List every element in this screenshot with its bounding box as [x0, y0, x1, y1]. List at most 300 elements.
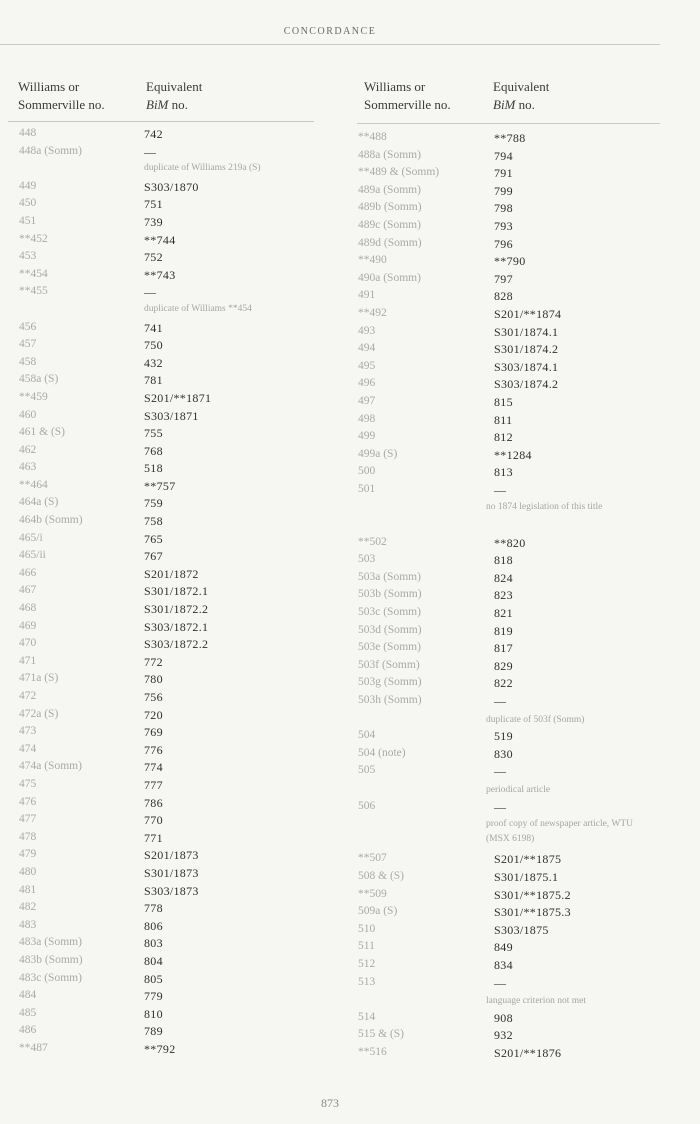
concordance-row	[19, 180, 319, 198]
bim-number: 799	[494, 183, 513, 198]
bim-number: 774	[144, 760, 163, 775]
bim-number: S301/1874.2	[494, 342, 559, 357]
concordance-row	[19, 778, 319, 796]
williams-number: 467	[19, 584, 37, 597]
bim-number: 819	[494, 623, 513, 638]
bim-number: S303/1870	[144, 179, 199, 194]
bim-number: S301/1875.1	[494, 869, 559, 884]
williams-number: 497	[358, 394, 376, 407]
concordance-row	[19, 1007, 319, 1025]
concordance-row	[19, 1042, 319, 1060]
concordance-row	[19, 796, 319, 814]
williams-number: 499	[358, 430, 376, 443]
williams-number: 509a (S)	[358, 905, 398, 918]
concordance-row	[358, 237, 668, 255]
williams-number: 489a (Somm)	[358, 183, 421, 196]
bim-number: 739	[144, 214, 163, 229]
concordance-row	[358, 1028, 668, 1046]
williams-number: 462	[19, 443, 37, 456]
williams-number: 494	[358, 342, 376, 355]
concordance-row	[19, 215, 319, 233]
concordance-row	[19, 760, 319, 778]
williams-number: 499a (S)	[358, 447, 398, 460]
concordance-row	[358, 395, 668, 413]
bim-number: 806	[144, 918, 163, 933]
williams-number: 463	[19, 461, 37, 474]
concordance-row	[19, 461, 319, 479]
concordance-row	[358, 131, 668, 149]
williams-number: 490a (Somm)	[358, 271, 421, 284]
left-williams-header-line1: Williams or	[18, 79, 80, 94]
bim-number: 821	[494, 606, 513, 621]
williams-number: 461 & (S)	[19, 426, 65, 439]
concordance-note: proof copy of newspaper article, WTU (MSX 6198)	[486, 819, 634, 845]
concordance-note: no 1874 legislation of this title	[486, 502, 603, 513]
williams-number: **507	[358, 852, 387, 865]
left-equivalent-header-no: no.	[168, 97, 188, 112]
concordance-row	[358, 571, 668, 589]
bim-number: 720	[144, 707, 163, 722]
bim-number: S303/1874.1	[494, 359, 559, 374]
williams-number: 503e (Somm)	[358, 641, 421, 654]
bim-number: **790	[494, 254, 526, 269]
left-equivalent-header-line1: Equivalent	[146, 79, 203, 94]
right-equivalent-header-line1: Equivalent	[493, 79, 550, 94]
williams-number: 468	[19, 602, 37, 615]
bim-number: 789	[144, 1024, 163, 1039]
concordance-row	[358, 888, 668, 906]
concordance-row	[358, 588, 668, 606]
concordance-row	[358, 377, 668, 395]
bim-number: 932	[494, 1028, 513, 1043]
williams-number: **464	[19, 478, 48, 491]
williams-number: 451	[19, 214, 37, 227]
concordance-row	[19, 356, 319, 374]
bim-number: 822	[494, 676, 513, 691]
bim-number: —	[494, 799, 507, 814]
williams-number: 512	[358, 957, 376, 970]
right-equivalent-header	[493, 78, 549, 114]
concordance-row	[358, 536, 668, 554]
bim-number: **820	[494, 535, 526, 550]
bim-number: S201/1872	[144, 566, 199, 581]
concordance-row	[358, 606, 668, 624]
williams-number: 501	[358, 482, 376, 495]
concordance-row	[19, 936, 319, 954]
concordance-row	[358, 764, 668, 782]
bim-number: 824	[494, 570, 513, 585]
note-row	[358, 712, 668, 730]
williams-number: 489c (Somm)	[358, 218, 421, 231]
concordance-row	[19, 954, 319, 972]
williams-number: 475	[19, 777, 37, 790]
bim-number: **743	[144, 267, 176, 282]
williams-number: **487	[19, 1041, 48, 1054]
bim-number: 759	[144, 496, 163, 511]
bim-number: 756	[144, 690, 163, 704]
concordance-row	[19, 145, 319, 163]
page-number: 873	[321, 1096, 339, 1110]
williams-number: 483b (Somm)	[19, 953, 83, 966]
bim-number: 818	[494, 553, 513, 568]
concordance-row	[19, 919, 319, 937]
concordance-row	[358, 149, 668, 167]
concordance-row	[19, 725, 319, 743]
concordance-row	[19, 233, 319, 251]
concordance-row	[19, 373, 319, 391]
concordance-row	[19, 620, 319, 638]
concordance-row	[19, 690, 319, 708]
bim-number: 797	[494, 271, 513, 286]
running-head: CONCORDANCE	[283, 26, 377, 37]
bim-number: 781	[144, 373, 163, 388]
concordance-row	[358, 413, 668, 431]
bim-number: 803	[144, 936, 163, 951]
williams-number: 504 (note)	[358, 746, 406, 759]
williams-number: 510	[358, 922, 376, 935]
williams-number: 480	[19, 865, 37, 878]
williams-number: 481	[19, 883, 37, 896]
williams-number: 508 & (S)	[358, 869, 404, 882]
concordance-row	[19, 1024, 319, 1042]
williams-number: 472	[19, 690, 37, 702]
williams-number: 484	[19, 989, 37, 1002]
note-row	[358, 817, 668, 852]
concordance-row	[358, 940, 668, 958]
williams-number: 498	[358, 412, 376, 425]
concordance-row	[358, 624, 668, 642]
concordance-row	[19, 321, 319, 339]
bim-number: —	[494, 482, 507, 497]
williams-number: 489b (Somm)	[358, 201, 422, 214]
bim-number: 811	[494, 412, 513, 427]
bim-number: 812	[494, 430, 513, 445]
concordance-note: duplicate of 503f (Somm)	[486, 714, 585, 725]
left-williams-header	[18, 78, 105, 114]
williams-number: **516	[358, 1045, 387, 1058]
note-row	[358, 500, 668, 535]
bim-number: 815	[494, 394, 513, 409]
concordance-row	[19, 813, 319, 831]
bim-number: 849	[494, 940, 513, 955]
williams-number: 448	[19, 127, 37, 139]
note-row	[358, 993, 668, 1011]
concordance-row	[19, 338, 319, 356]
concordance-row	[19, 637, 319, 655]
bim-number: —	[144, 285, 157, 300]
bim-number: 751	[144, 197, 163, 212]
bim-number: 768	[144, 443, 163, 458]
williams-number: 474	[19, 742, 37, 755]
concordance-row	[358, 307, 668, 325]
concordance-row	[358, 905, 668, 923]
williams-number: 488a (Somm)	[358, 148, 421, 161]
bim-number: S301/1873	[144, 865, 199, 880]
williams-number: **452	[19, 232, 48, 245]
williams-number: 477	[19, 813, 37, 826]
williams-number: 476	[19, 795, 37, 808]
bim-number: 518	[144, 461, 163, 476]
williams-number: 503h (Somm)	[358, 694, 422, 706]
concordance-note: language criterion not met	[486, 996, 586, 1007]
concordance-row	[358, 923, 668, 941]
bim-number: S301/1872.2	[144, 602, 209, 617]
williams-number: 505	[358, 764, 376, 777]
williams-number: 483c (Somm)	[19, 971, 82, 984]
bim-number: 770	[144, 813, 163, 828]
left-concordance-column	[19, 127, 319, 1059]
concordance-row	[19, 197, 319, 215]
williams-number: 465/ii	[19, 549, 46, 562]
bim-number: 742	[144, 127, 163, 141]
concordance-row	[19, 444, 319, 462]
bim-number: 765	[144, 531, 163, 546]
williams-number: 479	[19, 848, 37, 861]
concordance-row	[358, 325, 668, 343]
bim-number: 829	[494, 658, 513, 673]
williams-number: **459	[19, 390, 48, 403]
williams-number: 513	[358, 975, 376, 988]
bim-number: 778	[144, 901, 163, 916]
concordance-row	[19, 743, 319, 761]
bim-number: **1284	[494, 447, 532, 462]
right-williams-header-line1: Williams or	[364, 79, 426, 94]
williams-number: 470	[19, 637, 37, 650]
concordance-row	[358, 659, 668, 677]
bim-number: 752	[144, 250, 163, 265]
concordance-note: duplicate of Williams 219a (S)	[144, 163, 261, 174]
concordance-row	[19, 672, 319, 690]
bim-number: 777	[144, 777, 163, 792]
bim-number: **792	[144, 1041, 176, 1056]
bim-number: S201/**1871	[144, 390, 212, 405]
williams-number: 486	[19, 1024, 37, 1037]
williams-number: 465/i	[19, 531, 43, 544]
concordance-row	[358, 553, 668, 571]
williams-number: 503d (Somm)	[358, 623, 422, 636]
right-concordance-column	[358, 131, 668, 1063]
bim-number: 772	[144, 654, 163, 669]
concordance-row	[19, 884, 319, 902]
williams-number: 471	[19, 654, 37, 667]
bim-number: 519	[494, 729, 513, 744]
williams-number: **455	[19, 285, 48, 298]
williams-number: 496	[358, 377, 376, 390]
concordance-row	[358, 430, 668, 448]
bim-number: 791	[494, 166, 513, 181]
concordance-row	[358, 976, 668, 994]
williams-number: 473	[19, 725, 37, 738]
concordance-row	[19, 831, 319, 849]
bim-number: 813	[494, 465, 513, 480]
williams-number: **489 & (Somm)	[358, 166, 440, 179]
concordance-row	[358, 729, 668, 747]
williams-number: 504	[358, 729, 376, 742]
williams-number: 503b (Somm)	[358, 588, 422, 601]
williams-number: 450	[19, 197, 37, 210]
concordance-row	[358, 694, 668, 712]
bim-number: 798	[494, 201, 513, 216]
note-row	[19, 303, 319, 321]
concordance-row	[358, 641, 668, 659]
concordance-row	[19, 972, 319, 990]
bim-number: S201/**1874	[494, 306, 562, 321]
williams-number: 458	[19, 355, 37, 368]
concordance-row	[358, 958, 668, 976]
williams-number: 503c (Somm)	[358, 606, 421, 619]
concordance-row	[19, 655, 319, 673]
bim-number: 767	[144, 549, 163, 564]
williams-number: **509	[358, 887, 387, 900]
bim-number: 828	[494, 289, 513, 304]
williams-number: 515 & (S)	[358, 1028, 404, 1041]
concordance-row	[358, 1011, 668, 1029]
concordance-row	[19, 602, 319, 620]
williams-number: **454	[19, 267, 48, 280]
bim-number: 804	[144, 953, 163, 968]
bim-number: **788	[494, 131, 526, 145]
concordance-row	[19, 866, 319, 884]
concordance-note: periodical article	[486, 784, 551, 795]
williams-number: **488	[358, 131, 387, 143]
bim-number: 908	[494, 1010, 513, 1025]
bim-number: 432	[144, 355, 163, 370]
concordance-row	[358, 219, 668, 237]
williams-number: 478	[19, 830, 37, 843]
williams-number: 460	[19, 408, 37, 421]
concordance-note: duplicate of Williams **454	[144, 303, 252, 314]
concordance-row	[19, 848, 319, 866]
bim-number: 805	[144, 971, 163, 986]
bim-number: —	[494, 694, 507, 708]
bim-number: 758	[144, 514, 163, 529]
williams-number: 491	[358, 289, 376, 302]
bim-number: 810	[144, 1006, 163, 1021]
concordance-row	[19, 426, 319, 444]
williams-number: **490	[358, 254, 387, 267]
concordance-row	[19, 989, 319, 1007]
williams-number: 493	[358, 324, 376, 337]
bim-number: S303/1873	[144, 883, 199, 898]
bim-number: S303/1875	[494, 922, 549, 937]
williams-number: 453	[19, 250, 37, 263]
williams-number: 483	[19, 918, 37, 931]
bim-number: —	[494, 764, 507, 779]
williams-number: 474a (Somm)	[19, 760, 82, 773]
concordance-row	[358, 747, 668, 765]
williams-number: 448a (Somm)	[19, 144, 82, 157]
bim-number: 779	[144, 989, 163, 1004]
concordance-row	[19, 285, 319, 303]
williams-number: 503	[358, 553, 376, 566]
right-equivalent-header-bim: BiM	[493, 97, 516, 112]
williams-number: 458a (S)	[19, 373, 59, 386]
left-equivalent-header-bim: BiM	[146, 97, 169, 112]
concordance-row	[19, 391, 319, 409]
bim-number: 771	[144, 830, 163, 845]
williams-number: 464a (S)	[19, 496, 59, 509]
williams-number: 506	[358, 799, 376, 812]
bim-number: **744	[144, 232, 176, 247]
concordance-row	[358, 272, 668, 290]
bim-number: S301/**1875.2	[494, 887, 571, 902]
bim-number: —	[494, 975, 507, 990]
bim-number: 769	[144, 725, 163, 740]
concordance-row	[19, 514, 319, 532]
top-rule	[0, 44, 660, 45]
williams-number: 457	[19, 338, 37, 351]
left-equivalent-header	[146, 78, 202, 114]
williams-number: 514	[358, 1010, 376, 1023]
bim-number: 830	[494, 746, 513, 761]
concordance-row	[358, 1046, 668, 1064]
left-williams-header-line2: Sommerville no.	[18, 97, 105, 112]
williams-number: 466	[19, 566, 37, 579]
williams-number: 500	[358, 465, 376, 478]
bim-number: 793	[494, 218, 513, 233]
bim-number: S303/1874.2	[494, 377, 559, 392]
williams-number: 503a (Somm)	[358, 570, 421, 583]
concordance-row	[19, 479, 319, 497]
williams-number: 503g (Somm)	[358, 676, 422, 689]
concordance-row	[358, 201, 668, 219]
williams-number: 483a (Somm)	[19, 936, 82, 949]
concordance-row	[358, 870, 668, 888]
williams-number: **502	[358, 535, 387, 548]
bim-number: 796	[494, 236, 513, 251]
bim-number: S301/1874.1	[494, 324, 559, 339]
right-header-rule	[357, 123, 660, 124]
concordance-row	[19, 532, 319, 550]
concordance-row	[19, 584, 319, 602]
bim-number: —	[144, 144, 157, 159]
bim-number: S301/1872.1	[144, 584, 209, 599]
williams-number: **492	[358, 306, 387, 319]
concordance-row	[358, 852, 668, 870]
concordance-row	[19, 549, 319, 567]
right-williams-header	[364, 78, 451, 114]
right-williams-header-line2: Sommerville no.	[364, 97, 451, 112]
bim-number: 755	[144, 426, 163, 441]
concordance-row	[19, 127, 319, 145]
williams-number: 449	[19, 179, 37, 192]
concordance-row	[19, 268, 319, 286]
bim-number: S201/**1876	[494, 1045, 562, 1060]
right-equivalent-header-no: no.	[515, 97, 535, 112]
williams-number: 495	[358, 359, 376, 372]
concordance-row	[358, 448, 668, 466]
bim-number: S303/1871	[144, 408, 199, 423]
bim-number: S201/1873	[144, 848, 199, 863]
concordance-row	[358, 483, 668, 501]
williams-number: 503f (Somm)	[358, 658, 420, 671]
concordance-row	[19, 708, 319, 726]
concordance-row	[358, 465, 668, 483]
williams-number: 485	[19, 1006, 37, 1019]
concordance-row	[19, 496, 319, 514]
concordance-row	[358, 360, 668, 378]
williams-number: 464b (Somm)	[19, 514, 83, 527]
williams-number: 471a (S)	[19, 672, 59, 685]
bim-number: 776	[144, 742, 163, 757]
bim-number: **757	[144, 478, 176, 493]
bim-number: 823	[494, 588, 513, 603]
williams-number: 456	[19, 320, 37, 333]
bim-number: 794	[494, 148, 513, 163]
concordance-row	[358, 289, 668, 307]
bim-number: 750	[144, 338, 163, 353]
concordance-row	[358, 184, 668, 202]
